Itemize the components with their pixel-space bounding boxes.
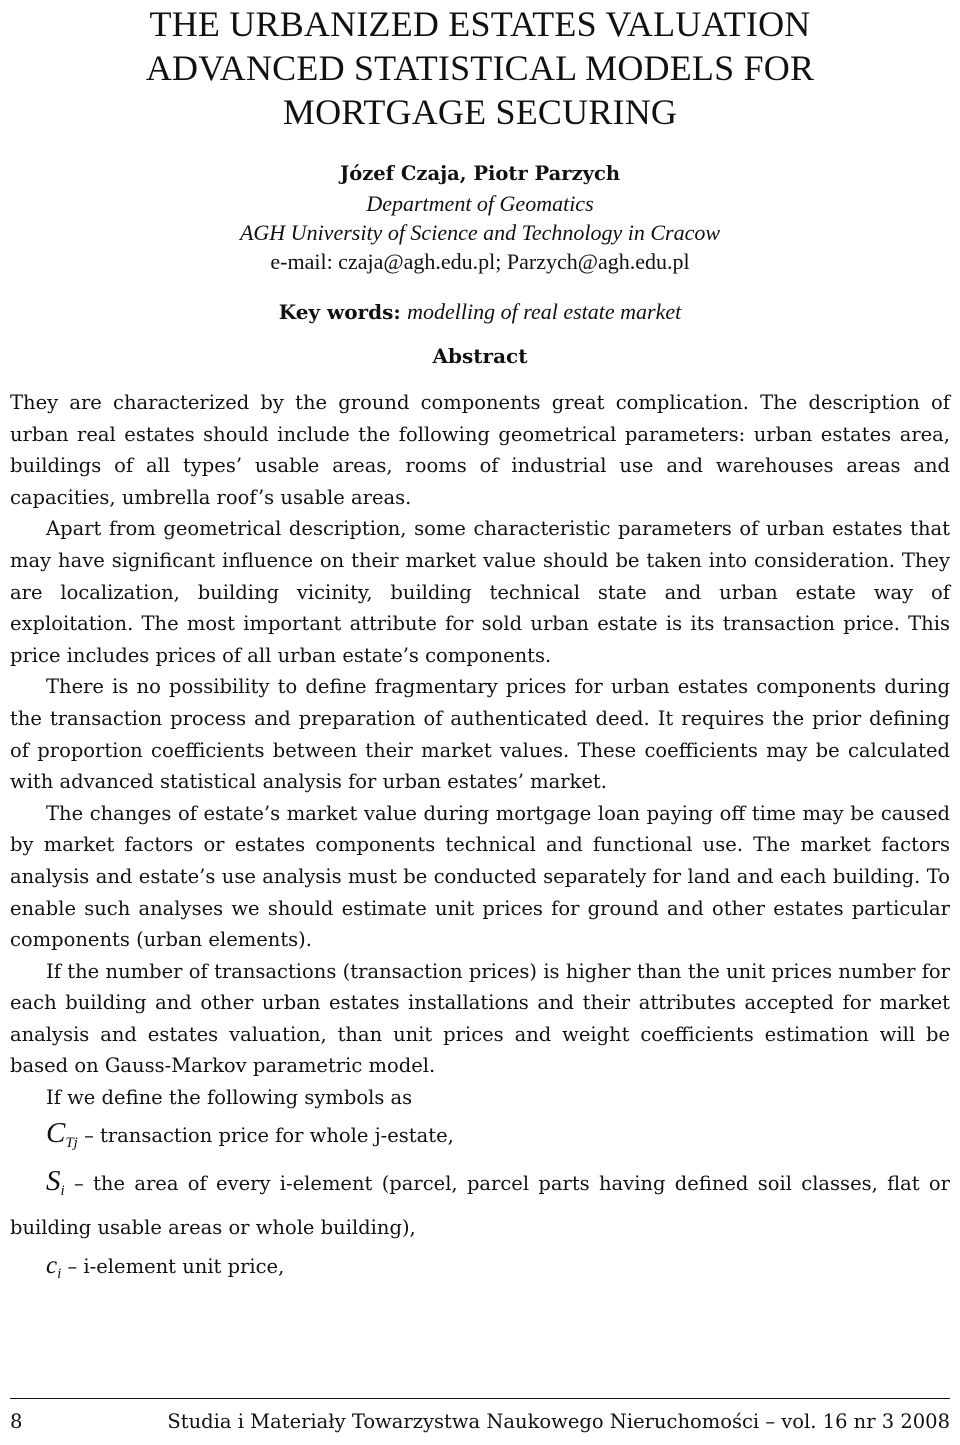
title-line-3: MORTGAGE SECURING — [282, 92, 678, 132]
symbol-variable: S — [46, 1164, 61, 1197]
paper-title — [10, 0, 950, 134]
keywords-label: Key words: — [278, 300, 401, 324]
symbol-definition — [10, 1247, 950, 1293]
paragraph: They are characterized by the ground components great complication. The description of urban real estates should include the following geometrical parameters: urban estates area, buildings of all types’ usable areas, rooms of industrial use and warehouses areas and capacities, umbrella roof’s usable areas. — [10, 391, 950, 509]
author-university: AGH University of Science and Technology in Cracow — [239, 220, 721, 245]
symbol-definition — [10, 1162, 950, 1248]
author-names: Józef Czaja, Piotr Parzych — [339, 162, 621, 185]
abstract-heading: Abstract — [432, 344, 528, 368]
keywords-value: modelling of real estate market — [407, 299, 682, 324]
symbol-description: – i-element unit price, — [67, 1255, 285, 1279]
paper-page — [10, 0, 950, 1293]
symbol-subscript: i — [57, 1266, 62, 1283]
author-email: e-mail: czaja@agh.edu.pl; Parzych@agh.edu.pl — [270, 249, 690, 274]
author-department: Department of Geomatics — [366, 191, 594, 216]
paragraph: If we define the following symbols as — [46, 1086, 413, 1110]
title-line-2: ADVANCED STATISTICAL MODELS FOR — [145, 48, 815, 88]
title-line-1: THE URBANIZED ESTATES VALUATION — [149, 4, 811, 44]
paragraph: If the number of transactions (transaction prices) is higher than the unit prices number for each building and other urban estates installations and their attributes accepted for market analysis and estates valuation, than unit prices and weight coefficients estimation will be based on Gauss-Markov parametric model. — [10, 959, 950, 1078]
symbol-description: – the area of every i-element (parcel, parcel parts having defined soil classes, flat or building usable areas or whole building), — [10, 1171, 950, 1240]
journal-citation: Studia i Materiały Towarzystwa Naukowego Nieruchomości – vol. 16 nr 3 2008 — [167, 1410, 950, 1433]
paragraph: The changes of estate’s market value during mortgage loan paying off time may be caused by market factors or estates components technical and functional use. The market factors analysis and estate’s use analysis must be conducted separately for land and each building. To enable such analyses we should estimate unit prices for ground and other estates particular components (urban elements). — [10, 801, 950, 952]
symbol-subscript: Tj — [65, 1134, 78, 1151]
paragraph: There is no possibility to define fragmentary prices for urban estates components during the transaction process and preparation of authenticated deed. It requires the prior defining of proportion coefficients between their market values. These coefficients may be calculated with advanced statistical analysis for urban estates’ market. — [10, 675, 950, 794]
symbol-description: – transaction price for whole j-estate, — [84, 1123, 454, 1147]
symbol-variable: c — [46, 1252, 58, 1280]
author-block — [10, 159, 950, 276]
symbol-variable: C — [46, 1116, 66, 1149]
footer-rule — [10, 1398, 950, 1399]
page-number: 8 — [10, 1410, 23, 1433]
symbol-definition — [10, 1114, 950, 1162]
paragraph: Apart from geometrical description, some characteristic parameters of urban estates that may have significant influence on their market value should be taken into consideration. They are localization, building vicinity, building technical state and urban estate way of exploitation. The most important attribute for sold urban estate is its transaction price. This price includes prices of all urban estate’s components. — [10, 517, 950, 667]
symbol-subscript: i — [60, 1182, 65, 1199]
abstract-body — [10, 387, 950, 1293]
keywords — [10, 297, 950, 327]
